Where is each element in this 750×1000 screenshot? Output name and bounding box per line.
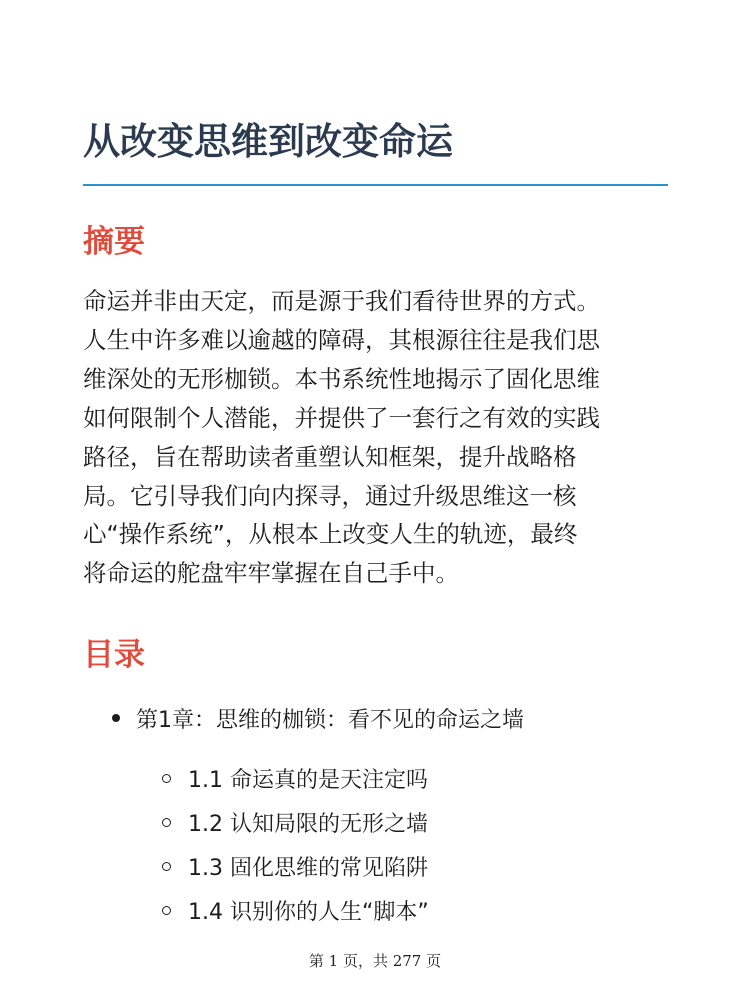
toc-section-label: 1.1 命运真的是天注定吗 — [188, 767, 428, 793]
toc-heading: 目录 — [83, 637, 145, 673]
summary-line: 维深处的无形枷锁。本书系统性地揭示了固化思维 — [83, 364, 600, 393]
summary-line: 如何限制个人潜能，并提供了一套行之有效的实践 — [83, 403, 600, 432]
summary-line: 路径，旨在帮助读者重塑认知框架，提升战略格 — [83, 442, 577, 471]
toc-section-list — [162, 756, 429, 932]
bullet-circle-icon — [162, 818, 171, 827]
summary-line: 将命运的舵盘牢牢掌握在自己手中。 — [83, 559, 459, 588]
toc-section-item[interactable] — [162, 800, 429, 844]
bullet-disc-icon — [112, 714, 120, 722]
toc-section-item[interactable] — [162, 844, 429, 888]
summary-line: 人生中许多难以逾越的障碍，其根源往往是我们思 — [83, 325, 600, 354]
document-title: 从改变思维到改变命运 — [83, 120, 453, 163]
summary-line: 命运并非由天定，而是源于我们看待世界的方式。 — [83, 287, 600, 315]
bullet-circle-icon — [162, 774, 171, 783]
toc-section-item[interactable] — [162, 888, 429, 932]
toc-chapter-item[interactable] — [112, 700, 524, 736]
title-divider — [83, 184, 668, 186]
toc-chapter-label: 第1章：思维的枷锁：看不见的命运之墙 — [136, 707, 524, 733]
toc-section-item[interactable] — [162, 756, 429, 800]
toc-section-label: 1.4 识别你的人生“脚本” — [188, 899, 429, 925]
bullet-circle-icon — [162, 862, 171, 871]
summary-line: 局。它引导我们向内探寻，通过升级思维这一核 — [83, 481, 577, 510]
bullet-circle-icon — [162, 906, 171, 915]
toc-section-label: 1.3 固化思维的常见陷阱 — [188, 855, 428, 881]
summary-paragraph — [83, 282, 673, 593]
summary-line: 心“操作系统”，从根本上改变人生的轨迹，最终 — [83, 520, 578, 549]
toc-section-label: 1.2 认知局限的无形之墙 — [188, 811, 428, 837]
summary-heading: 摘要 — [83, 224, 145, 260]
page-number: 第 1 页，共 277 页 — [308, 952, 442, 970]
